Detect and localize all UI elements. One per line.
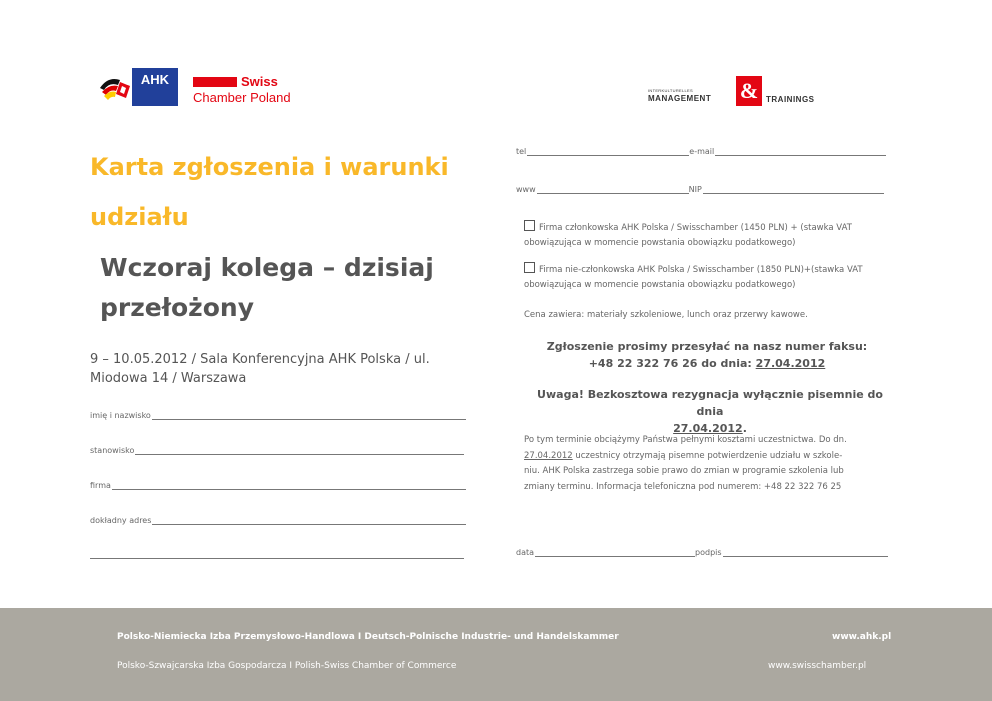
position-field[interactable] xyxy=(90,445,464,455)
swiss-bar-icon xyxy=(193,77,237,87)
ahk-flag-icon xyxy=(96,68,132,106)
footer-org-1: Polsko-Niemiecka Izba Przemysłowo-Handlowa I Deutsch-Polnische Industrie- und Handelskammer xyxy=(117,632,619,642)
ampersand-icon: & xyxy=(736,76,762,106)
www-input[interactable] xyxy=(537,184,689,194)
contact-row-1 xyxy=(516,146,886,156)
terms-date: 27.04.2012 xyxy=(524,450,573,461)
position-label: stanowisko xyxy=(90,446,135,455)
name-field[interactable] xyxy=(90,410,466,420)
footer-url-ahk[interactable]: www.ahk.pl xyxy=(832,632,892,642)
footer-url-swisschamber[interactable]: www.swisschamber.pl xyxy=(768,661,867,671)
fax-number: +48 22 322 76 26 do dnia: xyxy=(588,357,756,370)
company-field[interactable] xyxy=(90,480,466,490)
price-includes: Cena zawiera: materiały szkoleniowe, lunch oraz przerwy kawowe. xyxy=(524,310,808,320)
address-field-2[interactable] xyxy=(90,549,464,559)
imt-management-text: MANAGEMENT xyxy=(648,94,712,103)
non-member-checkbox[interactable] xyxy=(524,262,535,273)
date-label: data xyxy=(516,548,535,557)
terms-line-3: niu. AHK Polska zastrzega sobie prawo do zmian w programie szkolenia lub xyxy=(524,466,844,476)
tel-input[interactable] xyxy=(527,146,689,156)
note-dot: . xyxy=(742,422,747,435)
date-input[interactable] xyxy=(535,547,695,557)
swiss-word: Swiss xyxy=(241,74,278,89)
swiss-subtitle: Chamber Poland xyxy=(193,90,291,105)
email-label: e-mail xyxy=(689,147,715,156)
option-member[interactable] xyxy=(524,220,896,251)
cancellation-note xyxy=(524,386,896,437)
page-title: Karta zgłoszenia i warunki udziału xyxy=(90,153,449,231)
fax-info xyxy=(524,338,890,372)
terms-line-2 xyxy=(524,449,904,465)
footer xyxy=(0,608,992,701)
non-member-label: Firma nie-członkowska AHK Polska / Swisschamber (1850 PLN)+(stawka VAT obowiązująca w momencie powstania obowiązku podatkowego) xyxy=(524,265,863,290)
note-date: 27.04.2012 xyxy=(673,422,743,435)
signature-row xyxy=(516,547,888,557)
address-label: dokładny adres xyxy=(90,516,152,525)
email-input[interactable] xyxy=(715,146,886,156)
fax-date: 27.04.2012 xyxy=(755,357,826,370)
imt-logo xyxy=(648,76,828,106)
address-field[interactable] xyxy=(90,515,466,525)
contact-row-2 xyxy=(516,184,884,194)
terms xyxy=(524,433,904,495)
member-checkbox[interactable] xyxy=(524,220,535,231)
footer-org-2: Polsko-Szwajcarska Izba Gospodarcza I Polish-Swiss Chamber of Commerce xyxy=(117,661,457,671)
name-label: imię i nazwisko xyxy=(90,411,151,420)
ahk-text: AHK xyxy=(132,68,178,106)
tel-label: tel xyxy=(516,147,527,156)
terms-line-2-text: uczestnicy otrzymają pisemne potwierdzenie udziału w szkole- xyxy=(572,450,843,461)
terms-line-4: zmiany terminu. Informacja telefoniczna pod numerem: +48 22 322 76 25 xyxy=(524,481,842,492)
signature-input[interactable] xyxy=(723,547,888,557)
fax-line-1: Zgłoszenie prosimy przesyłać na nasz numer faksu: xyxy=(546,340,868,353)
fax-line-2 xyxy=(524,355,890,372)
terms-line-1: Po tym terminie obciążymy Państwa pełnymi kosztami uczestnictwa. Do dn. xyxy=(524,435,847,445)
course-title: Wczoraj kolega – dzisiaj przełożony xyxy=(100,253,434,322)
nip-input[interactable] xyxy=(703,184,884,194)
imt-trainings-text: TRAININGS xyxy=(766,95,815,104)
event-info: 9 – 10.05.2012 / Sala Konferencyjna AHK Polska / ul. Miodowa 14 / Warszawa xyxy=(90,352,430,386)
imt-small-text: INTERKULTURELLES xyxy=(648,88,693,93)
note-line-1: Uwaga! Bezkosztowa rezygnacja wyłącznie pisemnie do dnia xyxy=(537,388,883,418)
ahk-logo xyxy=(96,68,178,106)
nip-label: NIP xyxy=(688,185,702,194)
swisschamber-logo xyxy=(193,76,323,106)
www-label: www xyxy=(516,185,536,194)
company-label: firma xyxy=(90,481,111,490)
signature-label: podpis xyxy=(695,548,722,557)
member-label: Firma członkowska AHK Polska / Swisschamber (1450 PLN) + (stawka VAT obowiązująca w momencie powstania obowiązku podatkowego) xyxy=(524,223,852,248)
option-non-member[interactable] xyxy=(524,262,896,293)
